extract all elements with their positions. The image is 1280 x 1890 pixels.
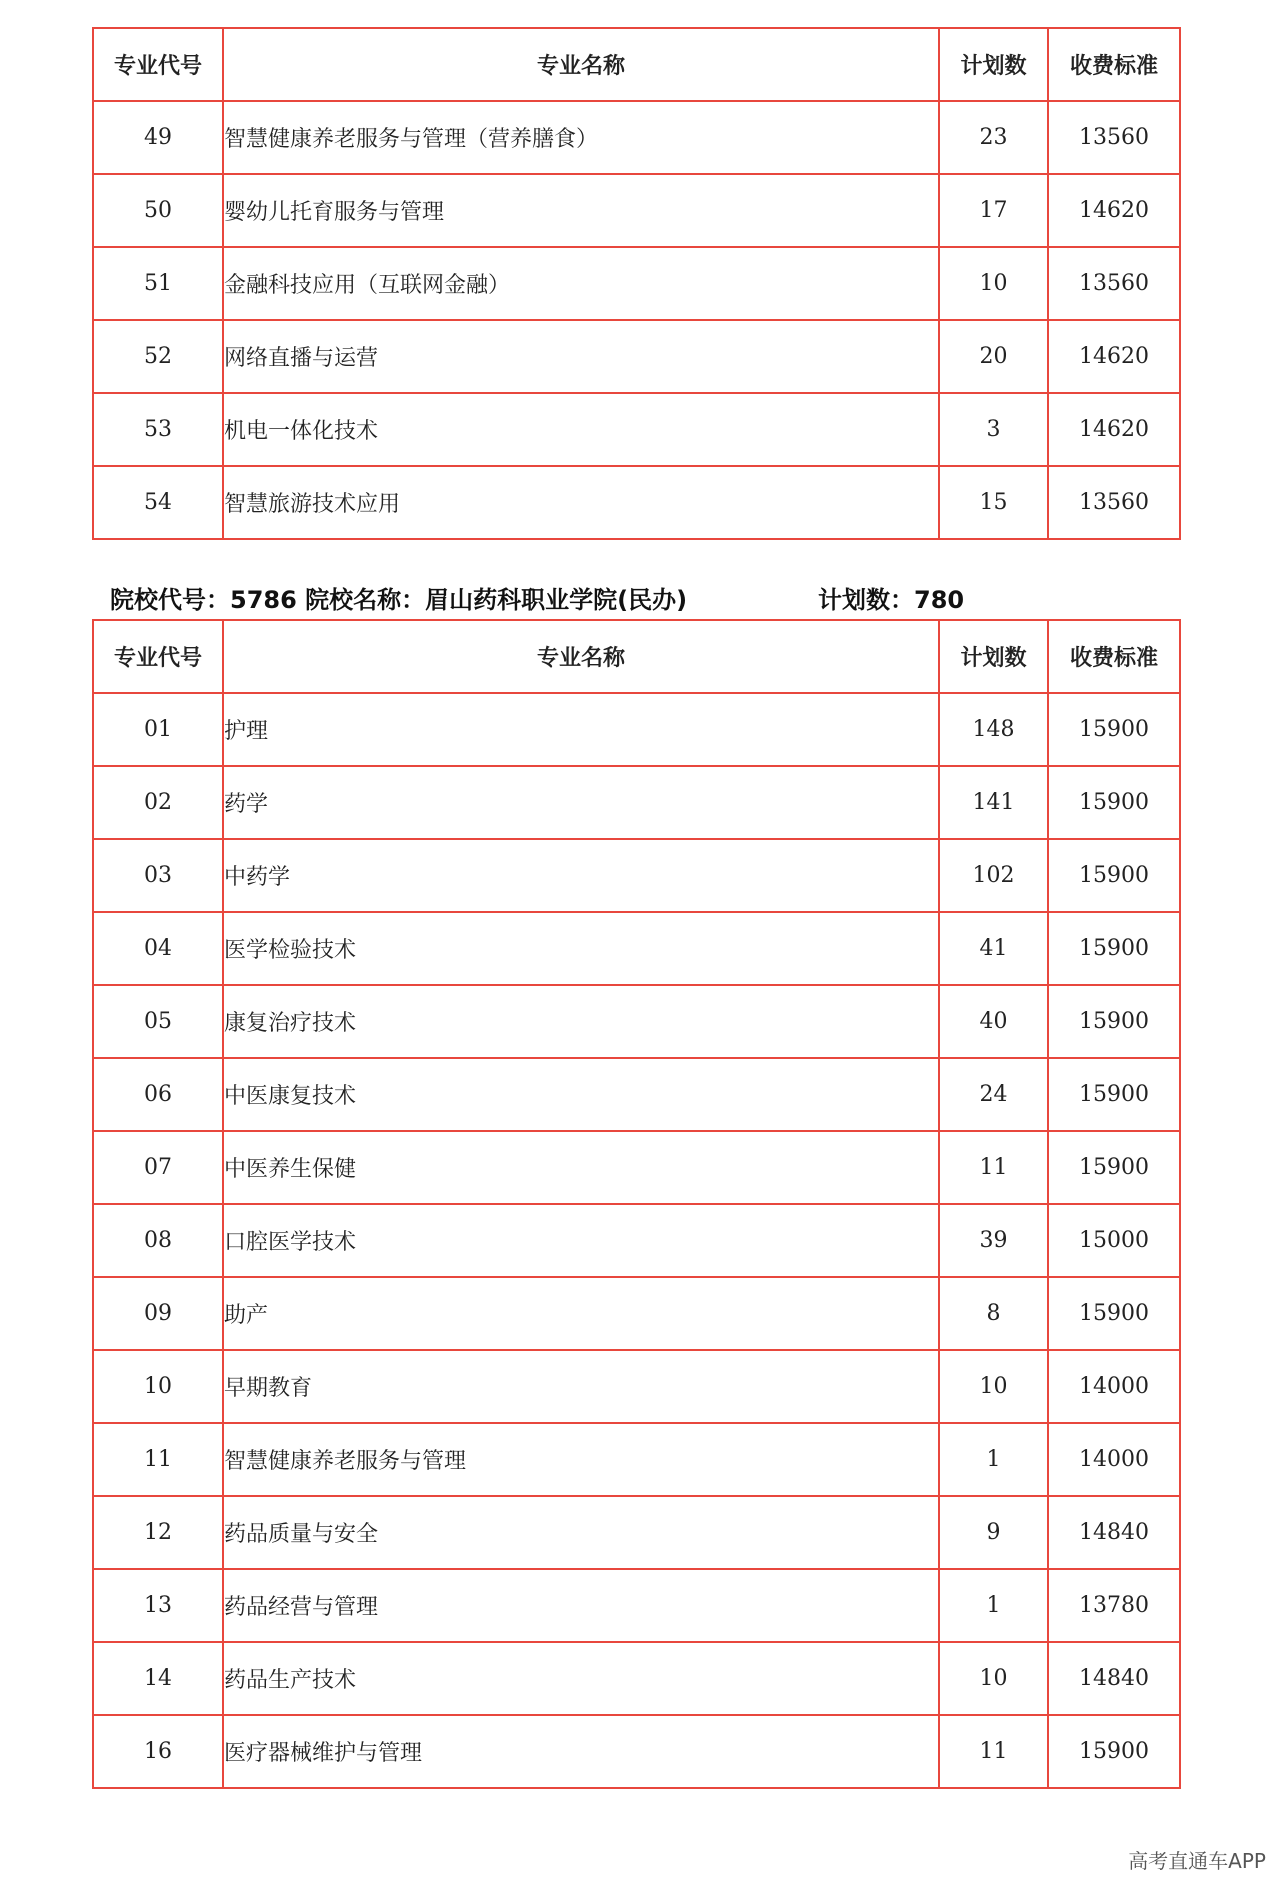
plan-count: 41 (939, 912, 1048, 985)
plan-count: 148 (939, 693, 1048, 766)
major-code: 51 (93, 247, 223, 320)
plan-count: 40 (939, 985, 1048, 1058)
tuition-fee: 13560 (1048, 247, 1180, 320)
major-code: 13 (93, 1569, 223, 1642)
plan-count: 8 (939, 1277, 1048, 1350)
school-code: 5786 (230, 586, 297, 614)
tuition-fee: 15900 (1048, 1058, 1180, 1131)
tuition-fee: 14840 (1048, 1642, 1180, 1715)
major-name: 助产 (223, 1277, 939, 1350)
school-plan-label: 计划数： (818, 586, 914, 614)
major-name: 智慧旅游技术应用 (223, 466, 939, 539)
table-row (93, 174, 1180, 247)
table-row (93, 1569, 1180, 1642)
table-header-row (93, 28, 1180, 101)
major-code: 03 (93, 839, 223, 912)
school-name: 眉山药科职业学院(民办) (425, 586, 688, 614)
major-name: 护理 (223, 693, 939, 766)
major-name: 中药学 (223, 839, 939, 912)
plan-count: 1 (939, 1423, 1048, 1496)
major-name: 中医康复技术 (223, 1058, 939, 1131)
tuition-fee: 14620 (1048, 393, 1180, 466)
plan-count: 10 (939, 247, 1048, 320)
plan-count: 10 (939, 1642, 1048, 1715)
tuition-fee: 15900 (1048, 693, 1180, 766)
plan-count: 102 (939, 839, 1048, 912)
table-row (93, 247, 1180, 320)
major-code: 05 (93, 985, 223, 1058)
school-name-label: 院校名称： (305, 586, 426, 614)
plan-count: 11 (939, 1715, 1048, 1788)
major-name: 婴幼儿托育服务与管理 (223, 174, 939, 247)
header-fee: 收费标准 (1048, 28, 1180, 101)
major-name: 药学 (223, 766, 939, 839)
plan-count: 1 (939, 1569, 1048, 1642)
plan-count: 3 (939, 393, 1048, 466)
plan-count: 10 (939, 1350, 1048, 1423)
table-row (93, 693, 1180, 766)
header-count: 计划数 (939, 620, 1048, 693)
plan-count: 11 (939, 1131, 1048, 1204)
major-code: 06 (93, 1058, 223, 1131)
table-row (93, 1496, 1180, 1569)
watermark: 高考直通车APP (1128, 1849, 1266, 1873)
major-name: 药品经营与管理 (223, 1569, 939, 1642)
major-name: 医疗器械维护与管理 (223, 1715, 939, 1788)
major-name: 智慧健康养老服务与管理 (223, 1423, 939, 1496)
major-table-2 (92, 619, 1181, 1789)
plan-count: 9 (939, 1496, 1048, 1569)
table-header-row (93, 620, 1180, 693)
major-table-1 (92, 27, 1181, 540)
major-code: 11 (93, 1423, 223, 1496)
table-row (93, 1350, 1180, 1423)
major-code: 14 (93, 1642, 223, 1715)
major-code: 50 (93, 174, 223, 247)
major-code: 01 (93, 693, 223, 766)
table-body (93, 693, 1180, 1788)
major-code: 52 (93, 320, 223, 393)
major-name: 早期教育 (223, 1350, 939, 1423)
table-row (93, 1058, 1180, 1131)
table-row (93, 1131, 1180, 1204)
plan-count: 39 (939, 1204, 1048, 1277)
major-name: 医学检验技术 (223, 912, 939, 985)
major-code: 02 (93, 766, 223, 839)
table-row (93, 1204, 1180, 1277)
header-code: 专业代号 (93, 28, 223, 101)
tuition-fee: 15900 (1048, 766, 1180, 839)
header-fee: 收费标准 (1048, 620, 1180, 693)
table-row (93, 101, 1180, 174)
table-row (93, 1642, 1180, 1715)
school-header (110, 580, 965, 616)
school-plan-value: 780 (914, 586, 965, 614)
tuition-fee: 15900 (1048, 1277, 1180, 1350)
major-name: 康复治疗技术 (223, 985, 939, 1058)
table-row (93, 766, 1180, 839)
major-code: 16 (93, 1715, 223, 1788)
table-body (93, 101, 1180, 539)
major-name: 中医养生保健 (223, 1131, 939, 1204)
major-code: 04 (93, 912, 223, 985)
plan-count: 20 (939, 320, 1048, 393)
major-name: 口腔医学技术 (223, 1204, 939, 1277)
plan-count: 23 (939, 101, 1048, 174)
table-row (93, 1423, 1180, 1496)
major-name: 药品质量与安全 (223, 1496, 939, 1569)
school-plan (818, 580, 964, 615)
tuition-fee: 14840 (1048, 1496, 1180, 1569)
header-name: 专业名称 (223, 620, 939, 693)
major-code: 49 (93, 101, 223, 174)
major-code: 12 (93, 1496, 223, 1569)
tuition-fee: 15900 (1048, 985, 1180, 1058)
major-code: 54 (93, 466, 223, 539)
major-name: 金融科技应用（互联网金融） (223, 247, 939, 320)
tuition-fee: 15900 (1048, 912, 1180, 985)
major-code: 07 (93, 1131, 223, 1204)
major-name: 智慧健康养老服务与管理（营养膳食） (223, 101, 939, 174)
table-row (93, 466, 1180, 539)
tuition-fee: 15900 (1048, 1131, 1180, 1204)
plan-count: 15 (939, 466, 1048, 539)
school-code-label: 院校代号： (110, 586, 230, 614)
tuition-fee: 13560 (1048, 101, 1180, 174)
major-name: 药品生产技术 (223, 1642, 939, 1715)
tuition-fee: 15900 (1048, 1715, 1180, 1788)
tuition-fee: 14000 (1048, 1350, 1180, 1423)
tuition-fee: 15000 (1048, 1204, 1180, 1277)
tuition-fee: 14000 (1048, 1423, 1180, 1496)
table-row (93, 839, 1180, 912)
major-code: 10 (93, 1350, 223, 1423)
tuition-fee: 15900 (1048, 839, 1180, 912)
plan-count: 24 (939, 1058, 1048, 1131)
header-code: 专业代号 (93, 620, 223, 693)
major-code: 09 (93, 1277, 223, 1350)
table-row (93, 320, 1180, 393)
tuition-fee: 13560 (1048, 466, 1180, 539)
major-code: 53 (93, 393, 223, 466)
tuition-fee: 14620 (1048, 174, 1180, 247)
major-name: 机电一体化技术 (223, 393, 939, 466)
table-row (93, 985, 1180, 1058)
tuition-fee: 14620 (1048, 320, 1180, 393)
major-name: 网络直播与运营 (223, 320, 939, 393)
table-row (93, 1715, 1180, 1788)
table-row (93, 912, 1180, 985)
header-count: 计划数 (939, 28, 1048, 101)
plan-count: 141 (939, 766, 1048, 839)
plan-count: 17 (939, 174, 1048, 247)
major-code: 08 (93, 1204, 223, 1277)
tuition-fee: 13780 (1048, 1569, 1180, 1642)
table-row (93, 393, 1180, 466)
table-row (93, 1277, 1180, 1350)
header-name: 专业名称 (223, 28, 939, 101)
